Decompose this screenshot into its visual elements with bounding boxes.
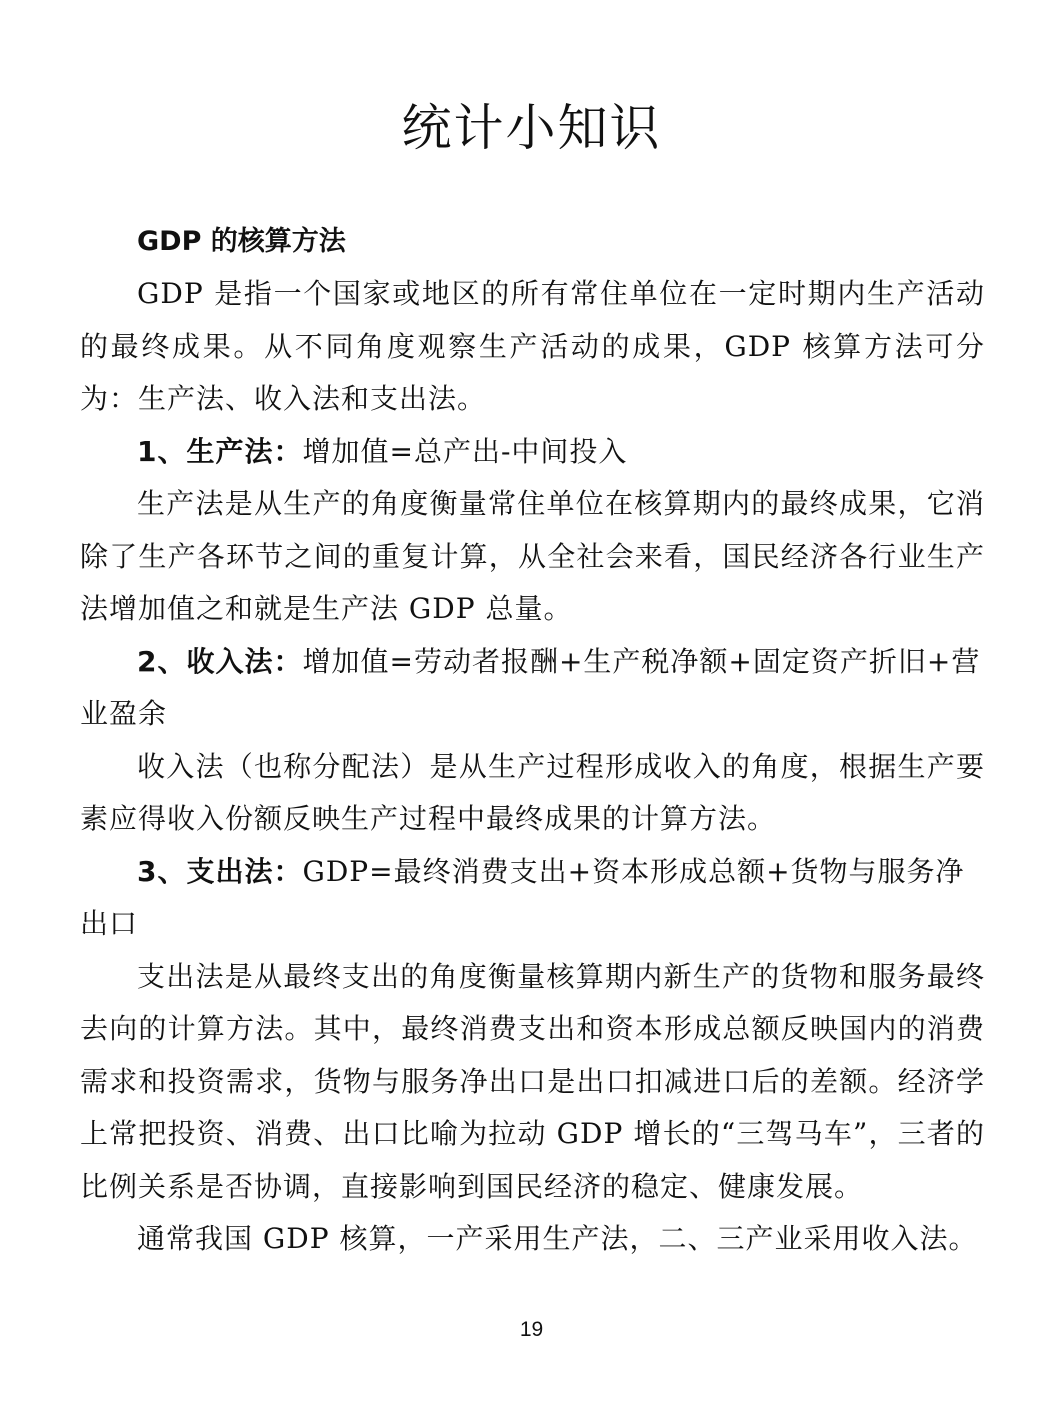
method-formula: GDP=最终消费支出+资本形成总额+货物与服务净出口: [80, 854, 965, 940]
method-label: 3、支出法：: [137, 854, 303, 888]
method-label: 2、收入法：: [137, 644, 303, 678]
page-title: 统计小知识: [401, 99, 662, 157]
method-description: 生产法是从生产的角度衡量常住单位在核算期内的最终成果，它消除了生产各环节之间的重复计算，从全社会来看，国民经济各行业生产法增加值之和就是生产法 GDP 总量。: [80, 487, 985, 625]
method-description: 收入法（也称分配法）是从生产过程形成收入的角度，根据生产要素应得收入份额反映生产过程中最终成果的计算方法。: [80, 749, 985, 835]
method-income: [80, 636, 985, 741]
closing-paragraph: 通常我国 GDP 核算，一产采用生产法，二、三产业采用收入法。: [137, 1222, 978, 1255]
intro-paragraph: GDP 是指一个国家或地区的所有常住单位在一定时期内生产活动的最终成果。从不同角度观察生产活动的成果，GDP 核算方法可分为：生产法、收入法和支出法。: [80, 277, 985, 415]
page-number: 19: [519, 1318, 544, 1341]
method-label: 1、生产法：: [137, 434, 303, 468]
section-heading: GDP 的核算方法: [137, 226, 346, 257]
method-production: [80, 426, 985, 479]
method-formula: 增加值=总产出-中间投入: [302, 434, 628, 468]
method-formula: 增加值=劳动者报酬+生产税净额+固定资产折旧+营业盈余: [80, 644, 981, 730]
document-body: [80, 216, 985, 1266]
method-description: 支出法是从最终支出的角度衡量核算期内新生产的货物和服务最终去向的计算方法。其中，最终消费支出和资本形成总额反映国内的消费需求和投资需求，货物与服务净出口是出口扣减进口后的差额。经济学上常把投资、消费、出口比喻为拉动 GDP 增长的“三驾马车”，三者的比例关系是否协调，直接影响到国民经济的稳定、健康发展。: [80, 959, 985, 1203]
method-expenditure: [80, 846, 985, 951]
